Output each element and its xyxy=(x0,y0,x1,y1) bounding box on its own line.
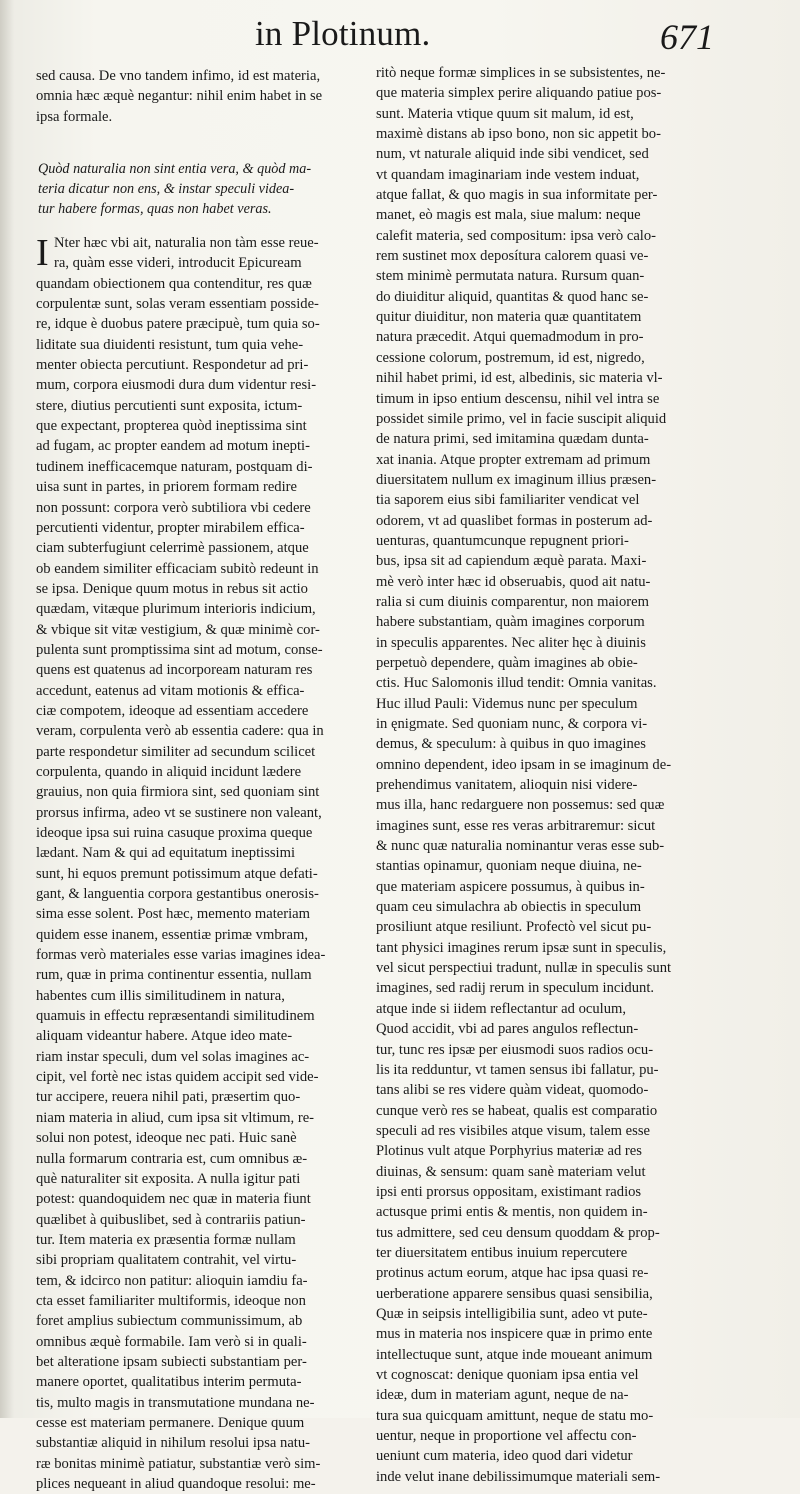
text-line: intellectuque sunt, atque inde moueant animum xyxy=(376,1346,653,1363)
text-line: tis, multo magis in transmutatione mundana ne- xyxy=(36,1394,315,1411)
text-line: que expectant, propterea quòd ineptissima sint xyxy=(36,418,307,435)
text-line: re, idque è duobus patere præcipuè, tum quia so- xyxy=(36,316,320,333)
text-line: vt quandam imaginariam inde vestem induat, xyxy=(376,166,640,183)
text-line: Plotinus vult atque Porphyrius materiæ ad res xyxy=(376,1143,642,1160)
text-line: ritò neque formæ simplices in se subsistentes, ne- xyxy=(376,65,666,81)
text-line: prorsus infirma, adeo vt se sustinere non valeant, xyxy=(36,804,322,821)
text-line: demus, & speculum: à quibus in quo imagines xyxy=(376,736,646,753)
text-line: sed causa. De vno tandem infimo, id est materia, xyxy=(36,68,321,84)
text-line: que materiam aspicere possumus, à quibus in- xyxy=(376,878,645,895)
text-line: Quod accidit, vbi ad pares angulos reflectun- xyxy=(376,1021,639,1038)
text-line: pulenta sunt promptissima sint ad motum, conse- xyxy=(36,641,323,658)
text-line: prosiliunt atque resiliunt. Profectò vel sicut pu- xyxy=(376,919,652,936)
text-line: bet alteratione ipsam subiecti substantiam per- xyxy=(36,1353,307,1370)
left-body xyxy=(36,233,356,1494)
text-line: manet, eò magis est mala, siue malum: neque xyxy=(376,207,641,224)
text-line: substantiæ aliquid in nihilum resolui ipsa natu- xyxy=(36,1435,311,1452)
text-line: quælibet à quibuslibet, sed à contrariis patiun- xyxy=(36,1211,306,1228)
text-line: tia saporem eius sibi familiariter vendicat vel xyxy=(376,492,640,509)
text-line: perpetuò dependere, quàm imagines ab obie- xyxy=(376,654,638,671)
text-line: potest: quandoquidem nec quæ in materia fiunt xyxy=(36,1191,311,1208)
text-line: de natura primi, sed imitamina quædam dunta- xyxy=(376,431,649,448)
text-line: tans alibi se res videre quàm videat, quomodo- xyxy=(376,1082,649,1099)
text-line: odorem, vt ad quaslibet formas in posterum ad- xyxy=(376,512,653,529)
text-line: liditate sua diuidenti resistunt, tum quia vehe- xyxy=(36,336,304,353)
text-line: ter diuersitatem entibus inuium repercutere xyxy=(376,1244,628,1261)
text-line: ueniunt cum materia, ideo quod dari videtur xyxy=(376,1448,633,1465)
text-line: & vbique sit vitæ vestigium, & quæ minimè cor- xyxy=(36,621,320,638)
text-line: se ipsa. Denique quum motus in rebus sit actio xyxy=(36,580,308,597)
text-line: manere oportet, qualitatibus interim permuta- xyxy=(36,1374,302,1391)
text-line: ralia si cum diuinis comparentur, non maiorem xyxy=(376,593,649,610)
text-line: lis ita redduntur, vt tamen sensus ibi fallatur, pu- xyxy=(376,1061,659,1078)
text-line: tudinem inefficacemque naturam, postquam di- xyxy=(36,458,313,475)
text-line: actusque primi entis & mentis, non quidem in- xyxy=(376,1204,648,1221)
text-line: sibi propriam qualitatem contrahit, vel virtu- xyxy=(36,1252,297,1269)
text-line: diuinas, & sensum: quam sanè materiam velut xyxy=(376,1163,646,1180)
text-line: mè verò inter hæc id obseruabis, quod ait natu- xyxy=(376,573,651,590)
text-line: Huc illud Pauli: Videmus nunc per speculum xyxy=(376,695,638,712)
running-title: in Plotinum. xyxy=(255,14,431,53)
text-line: uerberatione apparere sensibus quasi sensibilia, xyxy=(376,1285,653,1302)
text-line: num, vt naturale aliquid inde sibi vendicet, sed xyxy=(376,146,649,163)
text-line: sunt, hi equos premunt potissimum atque defati- xyxy=(36,865,318,882)
text-line: mus illa, hanc redarguere non possemus: sed quæ xyxy=(376,797,665,814)
text-line: diuersitatem nullum ex imaginum illius præsen- xyxy=(376,471,657,488)
text-line: tur, tunc res ipsæ per eiusmodi suos radios ocu- xyxy=(376,1041,654,1058)
text-line: natura præcedit. Atqui quemadmodum in pro- xyxy=(376,329,644,346)
text-line: mum, corpora eiusmodi dura dum videntur resi- xyxy=(36,377,317,394)
text-line: tem, & idcirco non patitur: alioquin iamdiu fa- xyxy=(36,1272,308,1289)
text-line: ob eandem similiter efficaciam subitò redeunt in xyxy=(36,560,319,577)
text-line: cipit, vel fortè nec istas quidem accipit sed vide- xyxy=(36,1069,319,1086)
text-line: uisa sunt in partes, in priorem formam redire xyxy=(36,479,297,496)
text-line: parte respondetur similiter ad secundum scilicet xyxy=(36,743,316,760)
text-line: omnibus æquè formabile. Iam verò si in quali- xyxy=(36,1333,307,1350)
text-line: ad fugam, ac propter eandem ad motum inepti- xyxy=(36,438,310,455)
text-line: ipsa formale. xyxy=(36,108,113,125)
text-line: sima esse solent. Post hæc, memento materiam xyxy=(36,906,310,923)
text-line: maximè distans ab ipso bono, non sic appetit bo- xyxy=(376,126,661,143)
text-line: riam instar speculi, dum vel solas imagines ac- xyxy=(36,1048,310,1065)
text-line: teria dicatur non ens, & instar speculi videa- xyxy=(38,181,295,198)
text-line: formas verò materiales esse varias imagines idea- xyxy=(36,947,326,964)
left-column xyxy=(36,66,356,1494)
text-line: cesse est materiam permanere. Denique quum xyxy=(36,1414,305,1431)
text-line: quam ceu simulachra ab obiectis in speculum xyxy=(376,899,642,916)
text-line: gant, & languentia corpora gestantibus onerosis- xyxy=(36,886,319,903)
drop-cap: I xyxy=(36,232,49,275)
text-line: habere substantiam, quàm imagines corporum xyxy=(376,614,645,631)
text-line: ræ bonitas minimè patiatur, substantiæ verò sim- xyxy=(36,1455,321,1472)
text-line: uenturas, quantumcunque repugnent priori- xyxy=(376,532,629,549)
right-body xyxy=(376,63,698,1487)
text-line: timum in ipso entium descensu, nihil vel intra se xyxy=(376,390,660,407)
text-line: xat inania. Atque propter extremam ad primum xyxy=(376,451,651,468)
text-line: do diuiditur aliquid, quantitas & quod hanc se- xyxy=(376,288,649,305)
text-line: cta esset familiariter multiformis, ideoque non xyxy=(36,1292,306,1309)
text-line: bus, ipsa sit ad capiendum æquè parata. Maxi- xyxy=(376,553,647,570)
text-line: imagines, sed radij rerum in speculum incidunt. xyxy=(376,980,655,997)
text-line: percutienti videntur, propter mirabilem effica- xyxy=(36,519,305,536)
text-line: nihil habet primi, id est, albedinis, sic materia vl- xyxy=(376,370,663,387)
text-line: & nunc quæ naturalia nominantur veras esse sub- xyxy=(376,838,665,855)
text-line: quandam obiectionem qua contenditur, res quæ xyxy=(36,275,312,292)
text-line: quamuis in effectu repræsentandi similitudinem xyxy=(36,1008,315,1025)
text-line: quidem esse inanem, essentiæ primæ vmbram, xyxy=(36,926,308,943)
text-line: Quæ in seipsis intelligibilia sunt, adeo vt pute- xyxy=(376,1305,648,1322)
text-line: speculi ad res visibiles atque visum, talem esse xyxy=(376,1122,650,1139)
text-line: corpulentæ sunt, solas veram essentiam posside- xyxy=(36,296,319,313)
text-line: Nter hæc vbi ait, naturalia non tàm esse reue- xyxy=(54,235,319,252)
text-line: vt cognoscat: denique quoniam ipsa entia vel xyxy=(376,1367,639,1383)
text-line: veram, corpulenta verò ab essentia cadere: qua in xyxy=(36,723,324,740)
text-line: tur accipere, reuera nihil pati, præsertim quo- xyxy=(36,1089,301,1106)
text-line: ra, quàm esse videri, introducit Epicuream xyxy=(54,255,302,272)
text-line: rem sustinet mox deposítura calorem quasi ve- xyxy=(376,248,649,265)
text-line: in ęnigmate. Sed quoniam nunc, & corpora vi- xyxy=(376,716,648,732)
text-line: non possunt: corpora verò subtiliora vbi cedere xyxy=(36,499,311,516)
text-line: possidet simile primo, vel in facie suscipit aliquid xyxy=(376,410,667,427)
text-line: tur habere formas, quas non habet veras. xyxy=(38,201,272,218)
text-line: stere, diutius percutienti sunt exposita, ictum- xyxy=(36,397,303,414)
gutter-shadow xyxy=(0,0,14,1418)
text-line: ctis. Huc Salomonis illud tendit: Omnia vanitas. xyxy=(376,675,657,692)
left-top-text xyxy=(36,66,356,127)
text-line: què naturaliter sit exposita. A nulla igitur pati xyxy=(36,1170,301,1187)
text-line: solui non potest, ideoque nec pati. Huic sanè xyxy=(36,1130,297,1147)
section-heading xyxy=(36,159,356,219)
text-line: grauius, non quia firmiora sint, sed quoniam sint xyxy=(36,784,320,801)
text-line: aliquam videantur habere. Atque ideo mate- xyxy=(36,1028,293,1045)
text-line: niam materia in aliud, cum ipsa sit vltimum, re- xyxy=(36,1109,315,1126)
text-line: lædant. Nam & qui ad equitatum ineptissimi xyxy=(36,845,296,862)
text-line: cunque verò res se habeat, qualis est comparatio xyxy=(376,1102,658,1119)
text-line: inde velut inane debilissimumque materiali sem- xyxy=(376,1468,661,1485)
text-line: imagines sunt, esse res veras arbitraremur: sicut xyxy=(376,817,656,834)
text-line: omnino dependent, ideo ipsam in se imaginum de- xyxy=(376,756,672,773)
text-line: menter obiecta percutiunt. Respondetur ad pri- xyxy=(36,357,309,374)
text-line: ideoque ipsa sui ruina casuque proxima queque xyxy=(36,825,313,841)
text-line: omnia hæc æquè negantur: nihil enim habet in se xyxy=(36,88,323,105)
text-line: ipsi enti prorsus oppositam, existimant radios xyxy=(376,1183,642,1200)
text-line: tus admittere, sed ceu densum quoddam & prop- xyxy=(376,1224,660,1241)
text-line: uentur, neque in proportione vel affectu con- xyxy=(376,1428,637,1445)
text-line: ideæ, dum in materiam agunt, neque de na- xyxy=(376,1387,629,1404)
text-line: stem minimè permutata natura. Rursum quan- xyxy=(376,268,645,285)
text-line: habentes cum illis similitudinem in natura, xyxy=(36,987,285,1004)
running-head xyxy=(0,14,800,64)
text-line: ciæ compotem, ideoque ad essentiam accedere xyxy=(36,702,309,719)
text-line: prehendimus vanitatem, alioquin nisi videre- xyxy=(376,777,638,794)
text-line: atque inde si iidem reflectantur ad oculum, xyxy=(376,1000,627,1017)
text-line: mus in materia nos inspicere quæ in primo ente xyxy=(376,1326,653,1343)
text-line: sunt. Materia vtique quum sit malum, id est, xyxy=(376,105,634,122)
text-line: tant physici imagines rerum ipsæ sunt in speculis, xyxy=(376,939,667,956)
text-line: rum, quæ in prima continentur essentia, nullam xyxy=(36,967,312,984)
text-line: plices nequeant in aliud quandoque resolui: me- xyxy=(36,1476,316,1492)
text-line: foret amplius subiectum communissimum, ab xyxy=(36,1313,303,1330)
text-line: corpulenta, quando in aliquid incidunt lædere xyxy=(36,763,302,780)
text-line: Quòd naturalia non sint entia vera, & quòd ma- xyxy=(38,161,312,178)
text-line: calefit materia, sed compositum: ipsa verò calo- xyxy=(376,227,657,244)
text-line: tur. Item materia ex præsentia formæ nullam xyxy=(36,1231,296,1248)
text-line: que materia simplex perire aliquando patiue pos- xyxy=(376,85,662,102)
text-line: cessione colorum, postremum, id est, nigredo, xyxy=(376,349,645,366)
text-line: tura sua quicquam amittunt, neque de statu mo- xyxy=(376,1407,654,1424)
text-line: vel sicut perspectiui tradunt, nullæ in speculis sunt xyxy=(376,960,672,977)
text-line: ciam subterfugiunt celerrimè passionem, atque xyxy=(36,540,309,557)
text-line: protinus actum eorum, atque hac ipsa quasi re- xyxy=(376,1265,649,1282)
text-line: atque fallat, & quo magis in sua informitate per- xyxy=(376,187,658,204)
text-line: stantias opinamur, quoniam neque diuina, ne- xyxy=(376,858,642,875)
page-number: 671 xyxy=(660,17,714,57)
text-line: quens est quatenus ad incorpoream naturam res xyxy=(36,662,313,679)
text-line: quitur diuiditur, non materia quæ quantitatem xyxy=(376,309,642,326)
text-line: quædam, vitæque plurimum interioris indicium, xyxy=(36,601,316,618)
text-line: in speculis apparentes. Nec aliter hęc à diuinis xyxy=(376,634,646,651)
text-line: nulla formarum contraria est, cum omnibus æ- xyxy=(36,1150,308,1167)
text-line: accedunt, eatenus ad vitam motionis & effica- xyxy=(36,682,305,699)
right-column xyxy=(376,63,698,1487)
